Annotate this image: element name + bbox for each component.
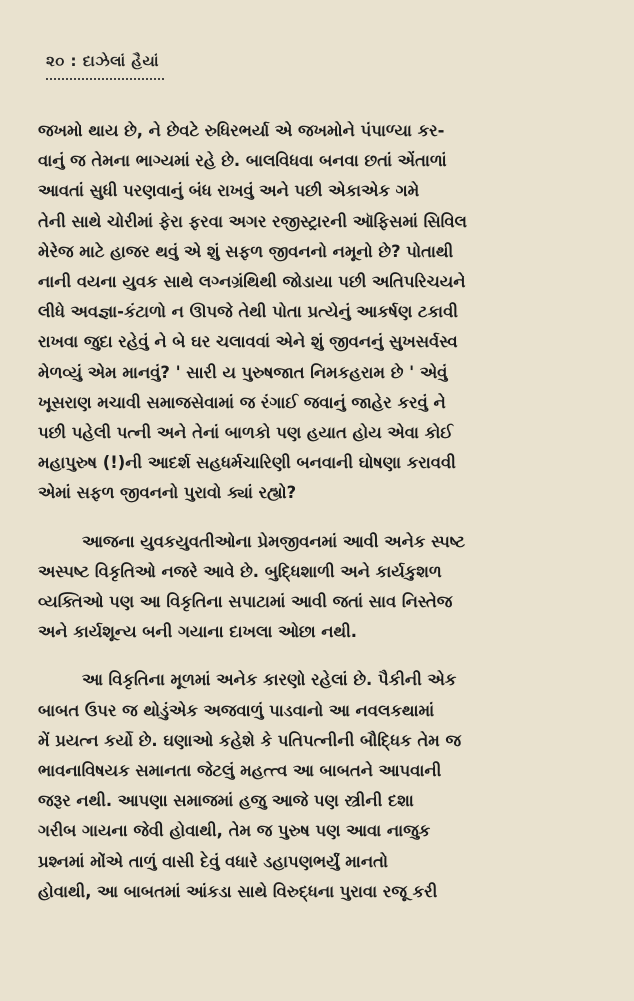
running-head-underline xyxy=(46,72,164,80)
text-line: ખૂસરાણ મચાવી સમાજસેવામાં જ રંગાઈ જવાનું જાહેર કરવું ને xyxy=(38,392,446,412)
text-line: વાનું જ તેમના ભાગ્યમાં રહે છે. બાલવિધવા બનવા છતાં એંતાળાં xyxy=(38,151,447,171)
text-line: ગરીબ ગાયના જેવી હોવાથી, તેમ જ પુરુષ પણ આવા નાજુક xyxy=(38,821,431,841)
running-head: ૨૦ : દાઝેલાં હૈયાં xyxy=(46,52,160,70)
text-line: એમાં સફળ જીવનનો પુરાવો ક્યાં રહ્યો? xyxy=(38,483,297,503)
paragraph-2 xyxy=(38,527,592,648)
text-line: જખમો થાય છે, ને છેવટે રુધિરભર્યા એ જખમોને પંપાળ્યા કર- xyxy=(38,121,445,140)
text-line: આ વિકૃતિના મૂળમાં અનેક કારણો રહેલાં છે. પૈકીની એક xyxy=(82,670,457,690)
text-line: અને કાર્યશૂન્ય બની ગયાના દાખલા ઓછા નથી. xyxy=(38,622,358,642)
text-line: તેની સાથે ચોરીમાં ફેરા ફરવા અગર રજીસ્ટ્રારની ઑફિસમાં સિવિલ xyxy=(38,211,467,231)
text-line: અસ્પષ્ટ વિકૃતિઓ નજરે આવે છે. બુદ્ધિશાળી અને કાર્યકુશળ xyxy=(38,561,442,581)
text-line: લીધે અવજ્ઞા-કંટાળો ન ઊપજે તેથી પોતા પ્રત્યેનું આકર્ષણ ટકાવી xyxy=(38,302,458,322)
text-line: પ્રશ્નમાં મોંએ તાળું વાસી દેવું વધારે ડહાપણભર્યું માનતો xyxy=(38,851,388,871)
text-line: આવતાં સુધી પરણવાનું બંધ રાખવું અને પછી એકાએક ગમે xyxy=(38,181,420,201)
paragraph-gap xyxy=(38,647,592,665)
text-line: ભાવનાવિષયક સમાનતા જેટલું મહત્ત્વ આ બાબતને આપવાની xyxy=(38,761,442,781)
text-line: રાખવા જુદા રહેવું ને બે ઘર ચલાવવાં એને શું જીવનનું સુખસર્વસ્વ xyxy=(38,332,458,352)
text-line: નાની વયના યુવક સાથે લગ્નગ્રંથિથી જોડાયા પછી અતિપરિચયને xyxy=(38,272,466,292)
paragraph-1 xyxy=(38,116,592,509)
text-line: મેળવ્યું એમ માનવું? ' સારી ય પુરુષજાત નિમકહરામ છે ' એવું xyxy=(38,362,448,382)
paragraph-gap xyxy=(38,509,592,527)
text-line: આજના યુવકયુવતીઓના પ્રેમજીવનમાં આવી અનેક સ્પષ્ટ xyxy=(82,531,465,551)
text-line: પછી પહેલી પત્ની અને તેનાં બાળકો પણ હયાત હોય એવા કોઈ xyxy=(38,423,453,443)
text-line: મેં પ્રયત્ન કર્યો છે. ઘણાઓ કહેશે કે પતિપત્નીની બૌદ્ધિક તેમ જ xyxy=(38,730,461,750)
text-line: હોવાથી, આ બાબતમાં આંકડા સાથે વિરુદ્ધના પુરાવા રજૂ કરી xyxy=(38,881,438,901)
text-line: બાબત ઉપર જ થોડુંએક અજવાળું પાડવાનો આ નવલકથામાં xyxy=(38,700,435,720)
text-line: મેરેજ માટે હાજર થવું એ શું સફળ જીવનનો નમૂનો છે? પોતાથી xyxy=(38,241,454,261)
page-body xyxy=(38,116,592,907)
text-line: વ્યક્તિઓ પણ આ વિકૃતિના સપાટામાં આવી જતાં સાવ નિસ્તેજ xyxy=(38,592,453,612)
text-line: મહાપુરુષ (!)ની આદર્શ સહધર્મચારિણી બનવાની ઘોષણા કરાવવી xyxy=(38,453,456,473)
paragraph-3 xyxy=(38,665,592,907)
text-line: જરૂર નથી. આપણા સમાજમાં હજુ આજે પણ સ્ત્રીની દશા xyxy=(38,791,414,811)
